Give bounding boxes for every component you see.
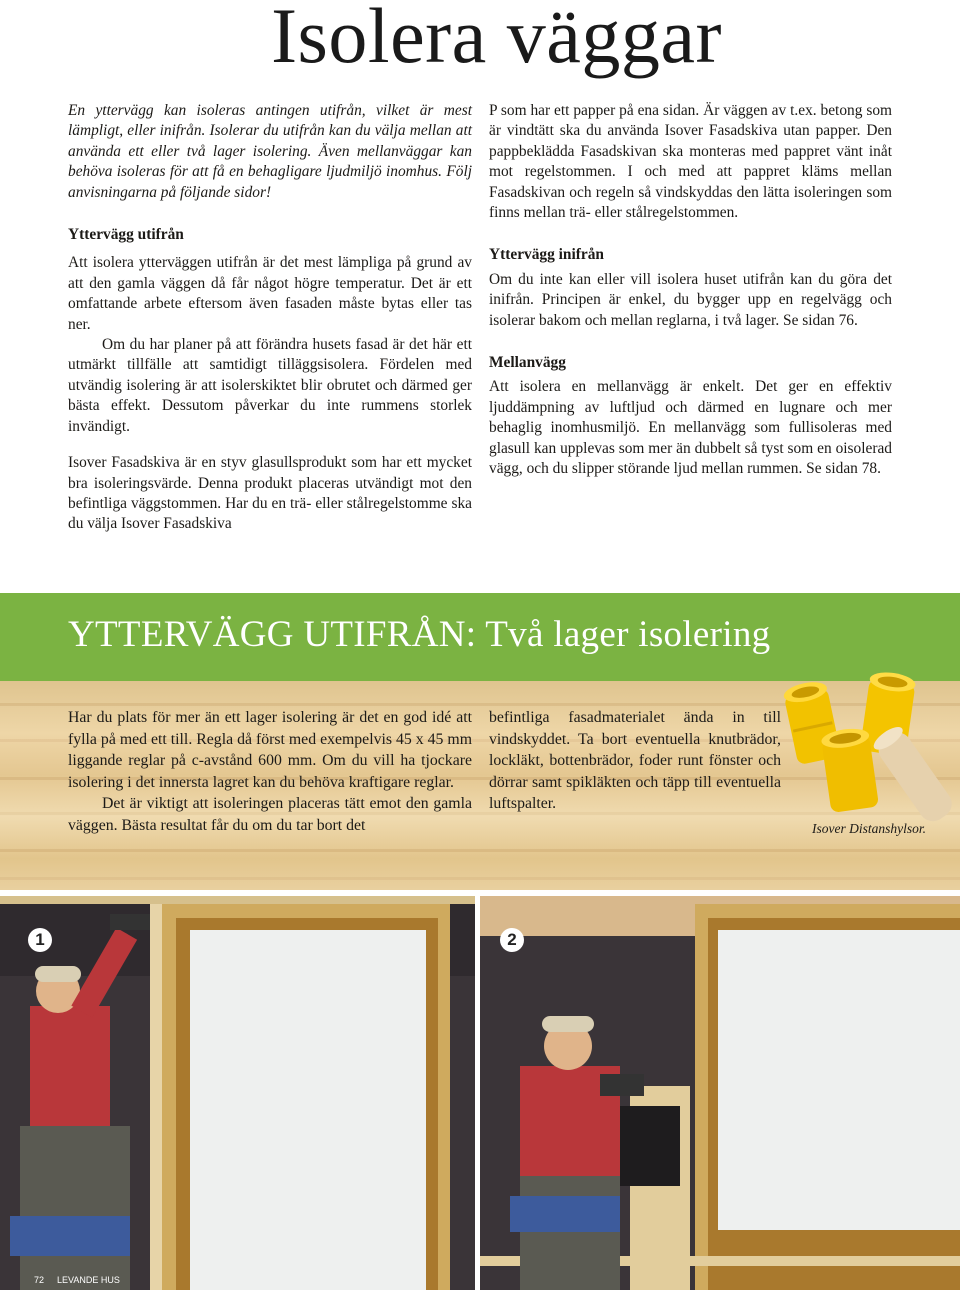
photo-step-1 [0, 896, 475, 1290]
body-paragraph: Att isolera ytterväggen utifrån är det mest lämpliga på grund av att den gamla väggen då får något högre temperatur. Det är ett omfattande arbete eftersom även fasaden måste bytas eller tas ner. [68, 254, 472, 333]
right-column [489, 101, 892, 480]
body-paragraph: Att isolera en mellanvägg är enkelt. Det ger en effektiv ljuddämpning av luftljud och därmed en lugnare och mer behaglig inomhusmiljö. En mellanvägg som fullisoleras med glasull kan upplevas som mer än dubbelt så tyst som en oisolerad vägg, och du slipper störande ljud mellan rummen. Se sidan 78. [489, 378, 892, 478]
intro-paragraph: En yttervägg kan isoleras antingen utifrån, vilket är mest lämpligt, eller inifrån. Isolerar du utifrån kan du välja mellan att använda ett eller två lager isolering. Även mellanväggar kan behöva isoleras för att få en behagligare ljudmiljö inomhus. Följ anvisningarna på följande sidor! [68, 102, 472, 201]
photo-step-2 [480, 896, 960, 1290]
step-number-badge: 1 [28, 928, 52, 952]
box-paragraph: Har du plats för mer än ett lager isolering är det en god idé att fylla på med ett till. Regla då först med exempelvis 45 x 45 mm liggande reglar på c-avstånd 600 mm. Om du vill ha tjockare isolering i det innersta lagret kan du behöva kraftigare reglar. [68, 709, 472, 791]
box-paragraph: Det är viktigt att isoleringen placeras tätt emot den gamla väggen. Bästa resultat får du om du tar bort det [68, 795, 472, 834]
step-number-badge: 2 [500, 928, 524, 952]
spacer-sleeves-image [780, 672, 952, 822]
body-paragraph: Om du har planer på att förändra husets fasad är det här ett utmärkt tillfälle att samtidigt tilläggsisolera. Fördelen med utvändig isolering är att isolerskiktet blir obrutet och därmed ger bästa effekt. Dessutom påverkar du inte rummens storlek invändigt. [68, 336, 472, 435]
banner-title: YTTERVÄGG UTIFRÅN: Två lager isolering [68, 614, 771, 655]
page-number: 72 [34, 1275, 45, 1285]
box-text-left [68, 707, 472, 837]
box-paragraph: befintliga fasadmaterialet ända in till vindskyddet. Ta bort eventuella knutbrädor, lockläkt, bottenbrädor, foder runt fönster och dörrar samt spikläkten och täpp till eventuella luftspalter. [489, 709, 781, 813]
body-paragraph: P som har ett papper på ena sidan. Är väggen av t.ex. betong som är vindtätt ska du använda Isover Fasadskiva utan papper. Den pappbeklädda Fasadskivan ska monteras med pappret vänt inåt mot regelstommen. I och med att pappret kläms mellan Fasadskivan och regeln så vindskyddas den lätta isoleringen som finns mellan trä- eller stålregelstommen. [489, 102, 892, 222]
section-heading: Yttervägg inifrån [489, 246, 604, 264]
left-column [68, 101, 472, 535]
magazine-name: LEVANDE HUS [57, 1275, 120, 1285]
section-heading: Mellanvägg [489, 354, 566, 372]
section-heading: Yttervägg utifrån [68, 226, 184, 244]
body-paragraph: Om du inte kan eller vill isolera huset utifrån kan du göra det inifrån. Principen är enkel, du bygger upp en regelvägg och isolerar bakom och mellan reglarna, i två lager. Se sidan 76. [489, 270, 892, 329]
page-footer [34, 1275, 120, 1285]
image-caption: Isover Distanshylsor. [812, 821, 926, 836]
page-title: Isolera väggar [271, 0, 722, 79]
body-paragraph: Isover Fasadskiva är en styv glasullsprodukt som har ett mycket bra isoleringsvärde. Denna produkt placeras utvändigt mot den befintliga väggstommen. Har du en trä- eller stålregelstomme ska du välja Isover Fasadskiva [68, 454, 472, 533]
box-text-right [489, 707, 781, 815]
